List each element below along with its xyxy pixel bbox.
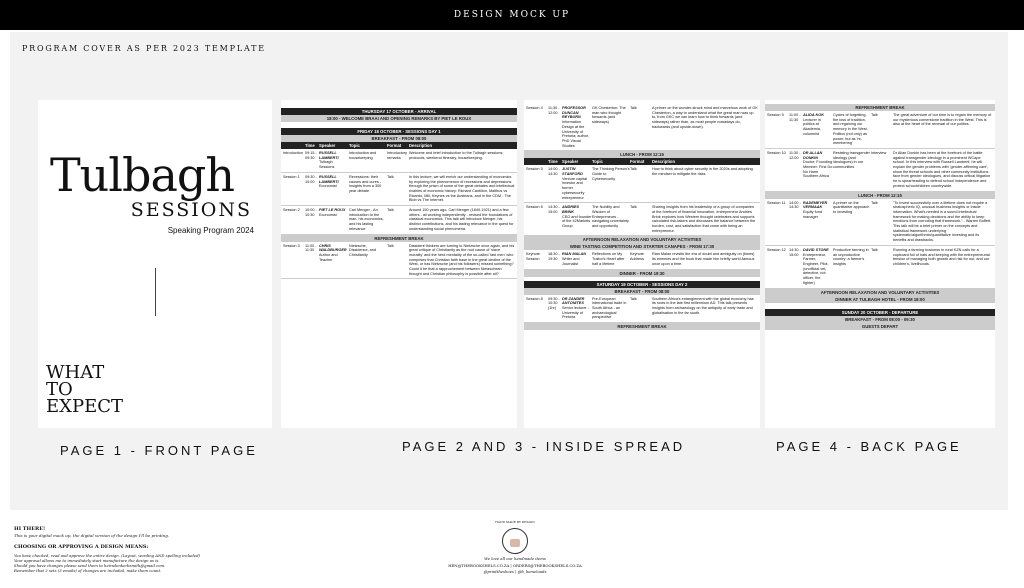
event-bar: DINNER - FROM 19:30 [524, 270, 760, 277]
th-description: Description [652, 159, 676, 165]
table-header [281, 142, 517, 149]
cover-what-line: WHAT [46, 362, 105, 383]
day-bar: SATURDAY 19 OCTOBER - SESSIONS DAY 2 [524, 281, 760, 288]
session-format: Talk [630, 205, 637, 210]
template-subtitle: PROGRAM COVER AS PER 2023 TEMPLATE [22, 44, 266, 53]
footer-choosing-heading: CHOOSING OR APPROVING A DESIGN MEANS: [14, 544, 149, 550]
session-format: Talk [387, 174, 394, 179]
session-topic: Reflections on My Traitor's Heart after half a lifetime [592, 252, 625, 266]
speaker-name: RADEMEYER VERMAAK [803, 200, 828, 210]
speaker-role: Information Design at the University of Pretoria; author, PhD Visual Studies [562, 120, 590, 148]
session-description: The great adventure of our time is to regain the memory of our mysterious cornerstone tradition in the West. This is also at the heart of the renewal of our politics. [893, 113, 992, 127]
inside-page-2 [281, 100, 517, 428]
table-row [281, 149, 517, 173]
session-time: 14:00 - 14:30 [789, 200, 801, 210]
session-topic: Nietzsche, Dissidence, and Christianity [349, 243, 377, 257]
session-label: Session 4 [526, 106, 543, 110]
header-title: DESIGN MOCK UP [453, 10, 571, 20]
speaker-role: Economist [319, 184, 337, 189]
session-format: Keynote Address [630, 252, 644, 262]
speaker-role: Economist [319, 212, 337, 217]
session-time: 09:15 - 09:30 [305, 151, 317, 160]
speaker-name: PIET LE ROUX [319, 208, 346, 213]
event-bar: AFTERNOON RELAXATION AND VOLUNTARY ACTIVITIES [765, 289, 995, 296]
footer-list [14, 553, 200, 573]
event-bar: BREAKFAST - FROM 08:00 - 09:30 [765, 316, 995, 323]
session-label: Session 11 [767, 200, 786, 205]
table-row [765, 149, 995, 192]
session-topic: Productive farming in an unproductive country: a farmer's insights [833, 247, 869, 266]
speaker-role: Equity fund manager [803, 209, 822, 219]
session-label: Keynote Session [526, 252, 540, 262]
event-bar: 18:00 - WELCOME BRAAI AND OPENING REMARKS BY PIET LE ROUX [281, 115, 517, 122]
session-label: Session 12 [767, 247, 786, 252]
table-row [281, 242, 517, 280]
session-description: Sharing insights from his leadership of a group of companies at the forefront of financial innovation, entrepreneur Andries Brink explores how Western thought celebrates and supports calculated risk-takers and discusses the balance between the burden, cost, and satisfaction that come with being an entrepreneur. [652, 205, 756, 233]
session-description: Dr Allan Donkin has been at the forefront of the battle against transgender ideology in a prominent WCape school. In this interview with Russell Lamberti, he will explain the gender problems with 'gender-affirming care', show the threat schools and other community institutions face from gender ideologues, and discuss critical litigation he is spearheading to defend school independence and protect schoolchildren countrywide. [893, 150, 991, 188]
caption-page-1: PAGE 1 - FRONT PAGE [60, 443, 258, 458]
session-description: How to think about cyber security in the 2020s and adopting the mindset to mitigate the risks. [652, 167, 753, 177]
session-description: Rian Malan revisits the era of doubt and ambiguity on (times) its enemies and the book that made him briefly world-famous once upon a time. [652, 252, 755, 266]
event-bar: BREAKFAST - FROM 08:00 [281, 135, 517, 142]
speaker-name: PROFESSOR DUNCAN REYBURN [562, 106, 586, 120]
cover-divider [155, 268, 156, 316]
event-bar: GUESTS DEPART [765, 323, 995, 330]
session-topic: GK Chesterton: The man who thought forwards (and sideways) [592, 106, 626, 125]
event-bar: LUNCH - FROM 12:15 [765, 192, 995, 199]
table-row [524, 165, 760, 203]
footer-list-item: Remember that 2 sets (3 emails) of changes are included, make them count. [14, 568, 162, 573]
footer-list-item: You have checked, read and approve the entire design. (Layout, wording AND spelling included) [14, 553, 201, 558]
cover-title: Tulbagh [50, 148, 234, 202]
session-format: Talk [387, 208, 394, 213]
footer-list-item: Should you have changes please send them to heirsdenkerbsmith@gmail.com. [14, 563, 166, 568]
cover-sessions: SESSIONS [130, 199, 252, 221]
caption-page-4: PAGE 4 - BACK PAGE [776, 439, 962, 454]
session-label: Session 1 [283, 174, 300, 179]
session-time: 09:30 - 10:00 [305, 174, 317, 184]
footer-intro: This is your digital mock up, the digital version of the design I'll be printing. [14, 533, 170, 538]
session-format: Talk [630, 167, 637, 172]
event-bar: REFRESHMENT BREAK [765, 104, 995, 111]
speaker-name: JUSTIN STANFORD [562, 167, 583, 177]
session-topic: A primer on the quantitative approach to investing [833, 200, 870, 214]
front-page [38, 100, 272, 428]
session-format: Talk [630, 106, 637, 110]
day-bar: THURSDAY 17 OCTOBER - ARRIVAL [281, 108, 517, 115]
session-format: Interview [871, 150, 887, 155]
session-topic: The Thinking Person's Guide to Cybersecurity [592, 167, 630, 181]
session-time: 10:00 - 10:30 [305, 208, 317, 217]
session-label: Session 5 [526, 167, 543, 172]
table-row [765, 111, 995, 149]
session-time: 14:30 - 15:00 [789, 247, 801, 257]
session-time: 18:30 - 19:30 [548, 252, 560, 262]
th-format: Format [387, 143, 402, 148]
footer-greeting: HI THERE! [14, 526, 46, 532]
session-time: 11:30 - 12:00 [789, 150, 801, 160]
th-topic: Topic [592, 159, 603, 165]
footer-contact: HEN@THEBOOKSHELS.CO.ZA | ORDERS@THEBOOKSHELS.CO.ZA [448, 563, 582, 568]
session-label: Session 6 [526, 205, 543, 210]
speaker-role: Doctor; Founding Member: First Do No Harm Southern Africa [803, 160, 833, 179]
table-header [524, 158, 760, 165]
back-page [765, 100, 995, 428]
session-time: 11:00 - 11:30 [789, 113, 801, 122]
logo-icon [510, 539, 520, 547]
session-description: Dissident thinkers are turning to Nietzsche once again, and his great critique of Christianity as the root cause of 'slave morality' and the herd mentality of the so-called 'last men' who comprises that Christian faith base in the great decline of the West, or has Nietzsche (and his followers) missed something? Could it be that a rapprochement between Nietzschean thought and Christian philosophy is possible after all? [409, 243, 515, 276]
event-bar: AFTERNOON RELAXATION AND VOLUNTARY ACTIVITIES [524, 236, 760, 243]
speaker-name: CHRIS WALDBURGER [319, 243, 347, 253]
session-format: Talk [630, 296, 637, 301]
event-bar: LUNCH - FROM 12:15 [524, 151, 760, 158]
session-description: Welcome and brief introduction to the Tulbagh sessions: protocols, weekend itinerary, housekeeping. [409, 151, 504, 160]
table-row [524, 295, 760, 324]
session-topic: Recessions: their causes and cures - Insights from a 300 year debate [349, 174, 382, 193]
table-row [524, 250, 760, 269]
event-bar: WINE TASTING COMPETITION AND STARTER CANAPES - FROM 17:30 [524, 243, 760, 250]
event-bar: BREAKFAST - FROM 08:00 [524, 288, 760, 295]
footer-tagline: We love all our handmade items [484, 556, 546, 561]
session-topic: The Nobility and Wisdom of Entrepreneurs - navigating uncertainty and opportunity [592, 205, 629, 229]
session-time: 11:30 - 12:00 [548, 106, 560, 115]
caption-page-2-3: PAGE 2 AND 3 - INSIDE SPREAD [402, 439, 686, 454]
logo-text: HAND MADE BY DESIGN [495, 520, 535, 524]
speaker-name: ANDRIES BRINK [562, 205, 580, 214]
session-label: Session 9 [767, 113, 784, 117]
speaker-role: Senior lecturer - University of Pretoria [562, 305, 590, 320]
table-row [281, 173, 517, 206]
session-format: Talk [387, 243, 394, 248]
table-row [765, 246, 995, 289]
th-speaker: Speaker [562, 159, 579, 165]
session-label: Session 2 [283, 208, 300, 213]
table-row [524, 104, 760, 151]
event-bar: DINNER AT TULBAGH HOTEL - FROM 18:00 [765, 296, 995, 303]
th-topic: Topic [349, 143, 360, 148]
top-header-bar [0, 0, 1024, 30]
session-label: Session 10 [767, 150, 786, 155]
speaker-name: RIAN MALAN [562, 252, 587, 257]
table-row [281, 206, 517, 235]
th-time: Time [305, 143, 315, 148]
session-format: Talk [871, 247, 878, 252]
speaker-role: Lecturer in politics at Akademia, columnist [803, 117, 821, 136]
session-label: Session 8 [526, 296, 543, 301]
session-description: A primer on the wonder-struck mind and marvelous work of GK Chesterton, a way to understand what the great man was up to, from GKC we can learn how to think forwards (and sideways) rather than, as most people nowadays do, backwards (and upside-down). [652, 106, 758, 129]
session-format: Talk [871, 113, 878, 117]
session-time: 14:00 - 14:30 [548, 167, 560, 177]
session-topic: Introduction and housekeeping [349, 151, 377, 160]
speaker-name: RUSSELL LAMBERTI [319, 151, 339, 160]
inside-page-3 [524, 100, 760, 428]
session-description: Southern Africa's entanglement with the global economy has its roots in the late first millennium AD. This talk presents insights from archaeology on the antiquity of early trade and globalisation in the far south. [652, 296, 754, 315]
th-time: Time [548, 159, 558, 165]
th-description: Description [409, 143, 433, 148]
footer-list-item: Your approval allows me to immediately start manufacture the design as is. [14, 558, 160, 563]
speaker-role: Tulbagh Sessions [319, 160, 335, 170]
table-row [524, 203, 760, 236]
cover-subtitle: Speaking Program 2024 [167, 226, 254, 235]
session-time: 14:30 - 15:00 [548, 205, 560, 214]
cover-what-to-expect [46, 364, 123, 415]
cover-what-line: EXPECT [46, 396, 123, 417]
session-time: 09:30 - 10:30 (1hr) [548, 296, 560, 310]
session-label: Session 3 [283, 243, 300, 248]
session-label: Introduction [283, 151, 303, 155]
event-bar: REFRESHMENT BREAK [281, 235, 517, 242]
speaker-role: Venture capital investor and former cybersecurity entrepreneur [562, 176, 588, 200]
day-bar: FRIDAY 18 OCTOBER - SESSIONS DAY 1 [281, 128, 517, 135]
session-description: Running a farming business in rural KZN calls for a cupboard full of hats and keeping with the entrepreneurial tension of managing both growth and risk for our, and our children's, livelihoods. [893, 247, 990, 266]
session-format: Introductory remarks [387, 151, 408, 160]
speaker-role: Author and Teacher [319, 252, 338, 262]
speaker-name: ALIDA KOK [803, 113, 824, 117]
speaker-name: DR ALLAN DONKIN [803, 150, 823, 160]
session-topic: Carl Menger - An introduction to the man, his economics, and his lasting relevance [349, 208, 384, 231]
session-format: Talk [871, 200, 878, 205]
session-description: Around 150 years ago, Carl Menger (1840-1921) and a few others - all working independently - revised the foundations of classical economics. This talk will introduce Menger, his distinct contributions, and his lasting relevance in the quest for understanding social phenomena. [409, 208, 514, 231]
footer-social: @printtheshoes | @b_homeloads [483, 569, 547, 574]
speaker-name: DAVID STONE [803, 247, 829, 252]
table-row [765, 199, 995, 246]
th-format: Format [630, 159, 645, 165]
speaker-role: CEO and founder of the 42Markets Group [562, 214, 592, 229]
session-topic: Cycles of forgetting, the loss of tradition, and regaining our memory in the West. Politics (not only) as power, but as 're-membering' [833, 113, 868, 146]
session-topic: Pre-European international trade in South Africa - an archaeological perspective [592, 296, 627, 320]
brand-logo [502, 528, 528, 554]
session-description: In this lecture, we will enrich our understanding of economics by exploring the phenomenon of recessions and depressions through the prism of some of the great debates and intellectual rivalries of economic history: Richard Cantillon, Malthus vs Ricardo, Mill, Keynes vs the Austrians, and in the CDM - The Blob vs The Internet. [409, 174, 515, 203]
session-description: "To invest successfully over a lifetime does not require a stratospheric IQ, unusual business insights or inside information. What's needed is a sound intellectual framework for making decisions and the ability to keep emotions from corroding that framework." - Warren Buffett. This talk will be a brief primer on the concepts and statistical framework underlying systematic/algorithmic/quantitative investing and its benefits and drawbacks. [893, 200, 992, 243]
cover-what-line: TO [46, 379, 73, 400]
day-bar: SUNDAY 20 OCTOBER - DEPARTURE [765, 309, 995, 316]
event-bar: REFRESHMENT BREAK [524, 323, 760, 330]
session-time: 11:00 - 11:30 [305, 243, 317, 253]
speaker-name: DR ZANDER ANTONITES [562, 296, 585, 306]
session-topic: Resisting transgender ideology (and ideologues) in our communities [833, 150, 870, 170]
speaker-role: Entrepreneur, Farmer, Engineer, Pilot, (unofficial vet, detective, not officer, fire fighter) [803, 252, 829, 285]
speaker-name: RUSSELL LAMBERTI [319, 174, 339, 184]
th-speaker: Speaker [319, 143, 336, 148]
speaker-role: Writer and Journalist [562, 257, 580, 266]
